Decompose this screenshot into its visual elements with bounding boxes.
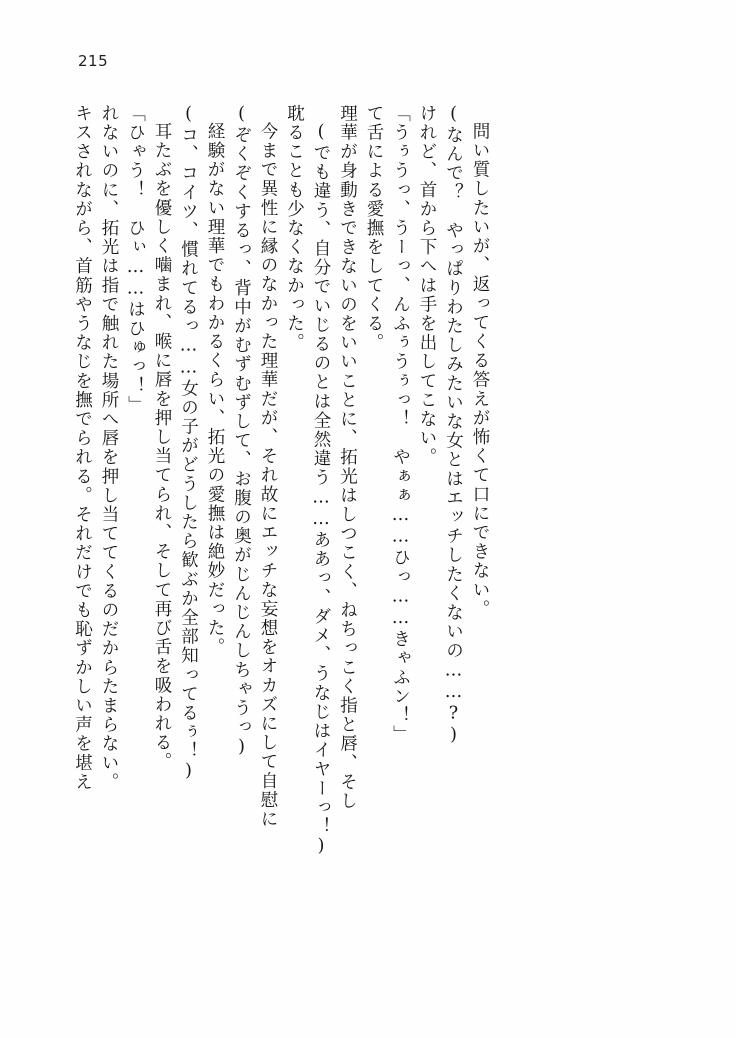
text-line: 経験がない理華でもわかるくらい、拓光の愛撫は絶妙だった。 (205, 122, 225, 657)
text-line: (ぞくぞくするっ、背中がむずむずして、お腹の奥がじんじんしちゃうっ) (231, 104, 252, 759)
text-line: 耽ることも少なくなかった。 (284, 104, 305, 353)
text-line: 問い質したいが、返ってくる答えが怖くて口にできない。 (470, 122, 490, 619)
text-line: れないのに、拓光は指で触れた場所へ唇を押し当ててくるのだからたまらない。 (99, 104, 119, 792)
text-line: 理華が身動きできないのをいいことに、拓光はしつこく、ねちっこく指と唇、そし (337, 104, 358, 811)
text-line: て舌による愛撫をしてくる。 (364, 104, 384, 353)
text-line: 今まで異性に縁のなかった理華だが、それ故にエッチな妄想をオカズにして自慰に (258, 122, 278, 829)
text-line: けれど、首から下へは手を出してこない。 (417, 104, 437, 467)
text-line: (でも違う、自分でいじるのとは全然違う……ああっ、ダメ、うなじはイヤーっ！) (311, 122, 331, 858)
text-line: 耳たぶを優しく噛まれ、喉に唇を押し当てられ、そして再び舌を吸われる。 (152, 122, 172, 772)
text-line: キスされながら、首筋やうなじを撫でられる。それだけでも恥ずかしい声を堪え (72, 104, 93, 792)
vertical-text-body (64, 104, 674, 914)
text-line: 「ひゃう！ ひぃ……はひゅっ！」 (125, 104, 146, 415)
text-line: 「うぅうっ、うーっ、んふぅうぅっ！ やぁぁ……ひっ……きゃふン！」 (390, 104, 411, 745)
page-number: 215 (78, 52, 109, 70)
text-line: (なんで？ やっぱりわたしみたいな女とはエッチしたくないの……?) (443, 104, 464, 747)
text-line: (コ、コイツ、慣れてるっ……女の子がどうしたら歓ぶか全部知ってるぅ！) (178, 104, 199, 783)
